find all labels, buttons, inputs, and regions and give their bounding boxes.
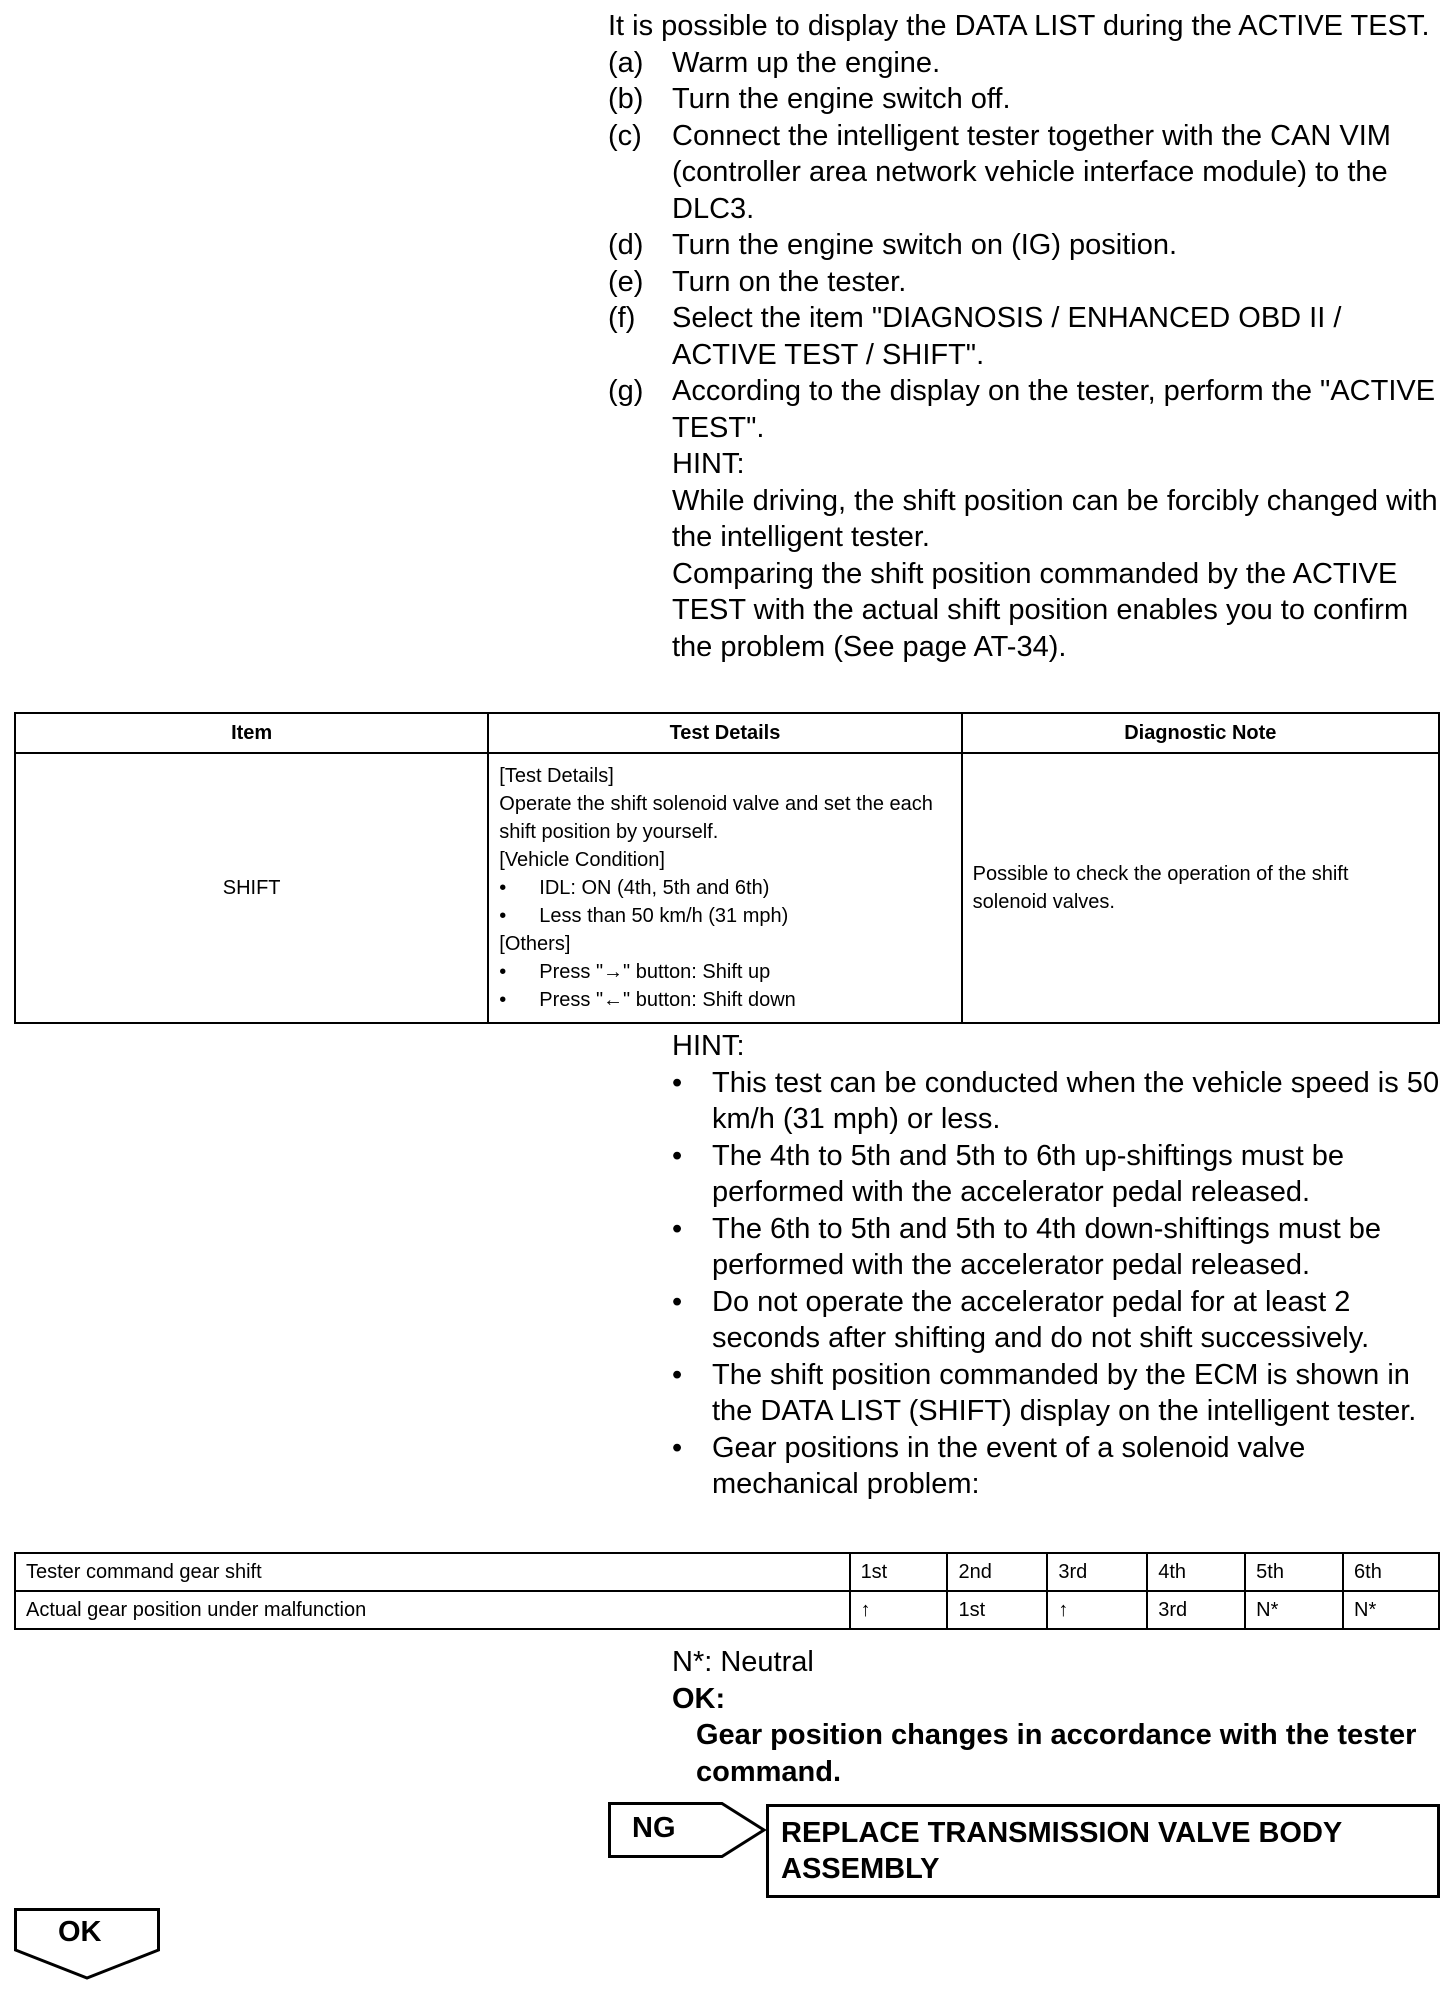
list-item-text: Press "←" button: Shift down: [539, 989, 796, 1011]
diagnostic-note-cell: Possible to check the operation of the shift solenoid valves.: [962, 753, 1439, 1023]
ok-branch[interactable]: [14, 1908, 160, 1980]
details-heading: [Vehicle Condition]: [499, 849, 665, 871]
table-cell: ↑: [850, 1591, 948, 1629]
table-cell: ↑: [1047, 1591, 1147, 1629]
table-cell: N*: [1245, 1591, 1343, 1629]
gear-position-table: [14, 1552, 1440, 1630]
step-g: [608, 373, 1438, 446]
table-row: [15, 753, 1439, 1023]
intro-section: [608, 8, 1438, 665]
table-cell: Actual gear position under malfunction: [15, 1591, 850, 1629]
bullet: •: [499, 905, 507, 927]
table-cell: 1st: [947, 1591, 1047, 1629]
list-item-text: The shift position commanded by the ECM is shown in the DATA LIST (SHIFT) display on the intelligent tester.: [712, 1358, 1417, 1427]
list-item-text: Gear positions in the event of a solenoid valve mechanical problem:: [712, 1431, 1306, 1500]
details-heading: [Test Details]: [499, 765, 614, 787]
step-d: [608, 227, 1438, 264]
ng-result-box: REPLACE TRANSMISSION VALVE BODY ASSEMBLY: [766, 1804, 1440, 1898]
step-text: Turn the engine switch off.: [672, 83, 1011, 115]
table-cell: Tester command gear shift: [15, 1553, 850, 1591]
bullet: •: [499, 877, 507, 899]
bullet: •: [672, 1358, 683, 1391]
table-cell: N*: [1343, 1591, 1439, 1629]
list-item-text: Less than 50 km/h (31 mph): [539, 905, 789, 927]
list-item: [672, 1065, 1440, 1138]
list-item-text: The 4th to 5th and 5th to 6th up-shiftings must be performed with the accelerator pedal released.: [712, 1139, 1344, 1208]
details-heading: [Others]: [499, 933, 571, 955]
list-item-text: This test can be conducted when the vehicle speed is 50 km/h (31 mph) or less.: [712, 1066, 1440, 1135]
test-details-cell: [488, 753, 961, 1023]
ng-branch[interactable]: [608, 1802, 768, 1858]
step-label: (d): [608, 229, 644, 261]
table-header-row: [15, 713, 1439, 753]
step-f: [608, 300, 1438, 373]
table-row: [15, 1591, 1439, 1629]
hint-label: HINT:: [672, 1030, 745, 1062]
details-text: Operate the shift solenoid valve and set the each shift position by yourself.: [499, 793, 933, 843]
table-cell: 5th: [1245, 1553, 1343, 1591]
bullet: •: [672, 1212, 683, 1245]
step-e: [608, 264, 1438, 301]
step-text: Warm up the engine.: [672, 46, 941, 79]
ok-button-label: OK: [58, 1916, 102, 1948]
step-text: Connect the intelligent tester together with the CAN VIM (controller area network vehicle interface module) to the DLC3.: [672, 119, 1391, 225]
ok-label: OK:: [672, 1682, 726, 1715]
list-item: [499, 874, 950, 902]
step-a: [608, 45, 1438, 82]
step-label: (a): [608, 46, 644, 79]
bullet: •: [672, 1431, 683, 1464]
table-cell: 3rd: [1147, 1591, 1245, 1629]
step-label: (e): [608, 265, 644, 298]
footnote: N*: Neutral: [672, 1646, 814, 1678]
step-label: (b): [608, 83, 644, 115]
table-cell: 3rd: [1047, 1553, 1147, 1591]
step-text: Select the item "DIAGNOSIS / ENHANCED OBD II / ACTIVE TEST / SHIFT".: [672, 302, 1342, 371]
step-label: (c): [608, 119, 642, 152]
hint-line: Comparing the shift position commanded by the ACTIVE TEST with the actual shift position enables you to confirm the problem (See page AT-34).: [672, 557, 1409, 663]
item-cell: SHIFT: [15, 753, 488, 1023]
header-item: Item: [15, 713, 488, 753]
hint-line: While driving, the shift position can be forcibly changed with the intelligent tester.: [672, 484, 1438, 553]
bullet: •: [672, 1066, 683, 1099]
list-item-text: Do not operate the accelerator pedal for at least 2 seconds after shifting and do not shift successively.: [712, 1285, 1370, 1354]
hint-label: HINT:: [672, 448, 745, 480]
table-cell: 4th: [1147, 1553, 1245, 1591]
header-diagnostic-note: Diagnostic Note: [962, 713, 1439, 753]
list-item: [672, 1430, 1440, 1503]
list-item: [672, 1211, 1440, 1284]
step-text: Turn the engine switch on (IG) position.: [672, 229, 1178, 261]
intro-line: It is possible to display the DATA LIST during the ACTIVE TEST.: [608, 10, 1430, 42]
table-row: [15, 1553, 1439, 1591]
table-cell: 2nd: [947, 1553, 1047, 1591]
list-item: [672, 1284, 1440, 1357]
table-cell: 6th: [1343, 1553, 1439, 1591]
bullet: •: [499, 961, 507, 983]
result-criteria: [672, 1644, 1440, 1790]
step-text: Turn on the tester.: [672, 265, 907, 298]
ok-criteria-text: Gear position changes in accordance with the tester command.: [696, 1719, 1417, 1788]
list-item: [499, 902, 950, 930]
step-b: [608, 81, 1438, 118]
header-test-details: Test Details: [488, 713, 961, 753]
step-label: (f): [608, 302, 636, 334]
list-item: [672, 1357, 1440, 1430]
hint-section: [672, 1028, 1440, 1503]
step-label: (g): [608, 375, 644, 407]
bullet: •: [672, 1139, 683, 1172]
step-c: [608, 118, 1438, 228]
active-test-table: [14, 712, 1440, 1024]
bullet: •: [672, 1285, 683, 1318]
list-item: [672, 1138, 1440, 1211]
bullet: •: [499, 989, 507, 1011]
list-item-text: The 6th to 5th and 5th to 4th down-shiftings must be performed with the accelerator pedal released.: [712, 1212, 1382, 1281]
list-item-text: Press "→" button: Shift up: [539, 961, 771, 983]
ng-label: NG: [632, 1812, 676, 1844]
table-cell: 1st: [850, 1553, 948, 1591]
step-text: According to the display on the tester, perform the "ACTIVE TEST".: [672, 375, 1436, 444]
list-item: [499, 958, 950, 986]
list-item: [499, 986, 950, 1014]
list-item-text: IDL: ON (4th, 5th and 6th): [539, 877, 770, 899]
